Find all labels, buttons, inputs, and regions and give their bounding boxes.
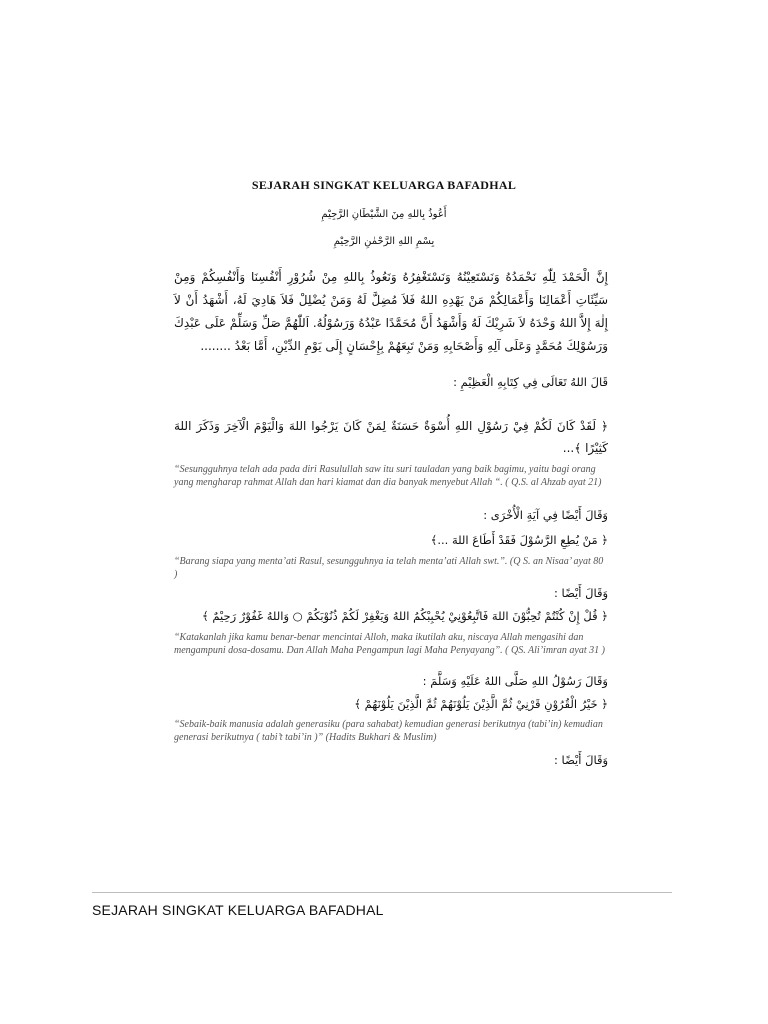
opening-paragraph: إِنَّ الْحَمْدَ لِلّٰهِ نَحْمَدُهُ وَنَسْتَعِيْنُهُ وَنَسْتَغْفِرُهُ وَنَعُوذُ بِاللهِ مِنْ شُرُوْرِ أَنْفُسِنَا وَأَنْفُسِكُمْ وَمِنْ سَيِّئَاتِ أَعْمَالِنَا وَأَعْمَالِكُمْ مَنْ يَهْدِهِ اللهُ فَلاَ مُضِلَّ لَهُ وَمَنْ يُضْلِلْ فَلاَ هَادِيَ لَهُ، أَشْهَدُ أَنْ لاَ إِلٰهَ إِلاَّ اللهُ وَحْدَهُ لاَ شَرِيْكَ لَهُ وَأَشْهَدُ أَنَّ مُحَمَّدًا عَبْدُهُ وَرَسُوْلُهُ. اَللّٰهُمَّ صَلِّ وَسَلِّمْ عَلَى عَبْدِكَ وَرَسُوْلِكَ مُحَمَّدٍ وَعَلَى آلِهِ وَأَصْحَابِهِ وَمَنْ تَبِعَهُمْ بِإِحْسَانٍ إِلَى يَوْمِ الدِّيْنِ، أَمَّا بَعْدُ ........ <box>174 270 608 353</box>
translation-ahzab-21: “Sesungguhnya telah ada pada diri Rasulullah saw itu suri tauladan yang baik bagimu, yaitu bagi orang yang mengharap rahmat Allah dan hari kiamat dan dia banyak menyebut Allah “. ( Q.S. al Ahzab ayat 21) <box>174 464 602 488</box>
translation-nisaa-80: “Barang siapa yang menta’ati Rasul, sesungguhnya ia telah menta’ati Allah swt.”. (Q S. an Nisaa’ ayat 80 ) <box>174 556 604 580</box>
verse-ahzab-21: ﴿ لَقَدْ كَانَ لَكُمْ فِيْ رَسُوْلِ اللهِ أُسْوَةٌ حَسَنَةٌ لِمَنْ كَانَ يَرْجُوا اللهَ وَالْيَوْمَ الْآخِرَ وَذَكَرَ اللهَ كَثِيْرًا ﴾... <box>174 419 608 455</box>
document-title: SEJARAH SINGKAT KELUARGA BAFADHAL <box>251 178 517 192</box>
hadith-khairul-qurun: ﴿ خَيْرُ الْقُرُوْنِ قَرْنِيْ ثُمَّ الَّذِيْنَ يَلُوْنَهُمْ ثُمَّ الَّذِيْنَ يَلُوْنَهُمْ ﴾ <box>354 697 608 711</box>
page-divider <box>92 892 672 893</box>
translation-aliimran-31: “Katakanlah jika kamu benar-benar mencintai Alloh, maka ikutilah aku, niscaya Allah mengasihi dan mengampuni dosa-dosamu. Dan Allah Maha Pengampun lagi Maha Penyayang”. ( QS. Ali’imran ayat 31 ) <box>174 632 605 656</box>
section-label-3: وَقَالَ أَيْضًا : <box>554 586 608 600</box>
verse-aliimran-31: ﴿ قُلْ إِنْ كُنْتُمْ تُحِبُّوْنَ اللهَ فَاتَّبِعُوْنِيْ يُحْبِبْكُمُ اللهُ وَيَغْفِرْ لَكُمْ ذُنُوْبَكُمْ ○ وَاللهُ غَفُوْرٌ رَحِيْمٌ ﴾ <box>201 609 608 623</box>
section-label-5: وَقَالَ أَيْضًا : <box>554 753 608 767</box>
verse-nisaa-80: ﴿ مَنْ يُطِعِ الرَّسُوْلَ فَقَدْ أَطَاعَ اللهَ ...﴾ <box>430 533 608 547</box>
intro-line: قَالَ اللهُ تَعَالَى فِي كِتَابِهِ الْعَظِيْمِ : <box>453 375 608 389</box>
footer-title: SEJARAH SINGKAT KELUARGA BAFADHAL <box>92 902 384 918</box>
section-label-2: وَقَالَ أَيْضًا فِي آيَةِ الْأُخْرَى : <box>483 508 608 522</box>
basmalah-line: بِسْمِ اللهِ الرَّحْمٰنِ الرَّحِيْمِ <box>333 236 435 247</box>
section-label-4: وَقَالَ رَسُوْلُ اللهِ صَلَّى اللهُ عَلَيْهِ وَسَلَّمَ : <box>422 674 608 688</box>
translation-hadith: “Sebaik-baik manusia adalah generasiku (para sahabat) kemudian generasi berikutnya (tabi’in) kemudian generasi berikutnya ( tabi’t tabi’in )” (Hadits Bukhari & Muslim) <box>174 719 603 743</box>
taawudz-line: أَعُوذُ بِاللهِ مِنَ الشَّيْطَانِ الرَّجِيْمِ <box>321 209 447 220</box>
